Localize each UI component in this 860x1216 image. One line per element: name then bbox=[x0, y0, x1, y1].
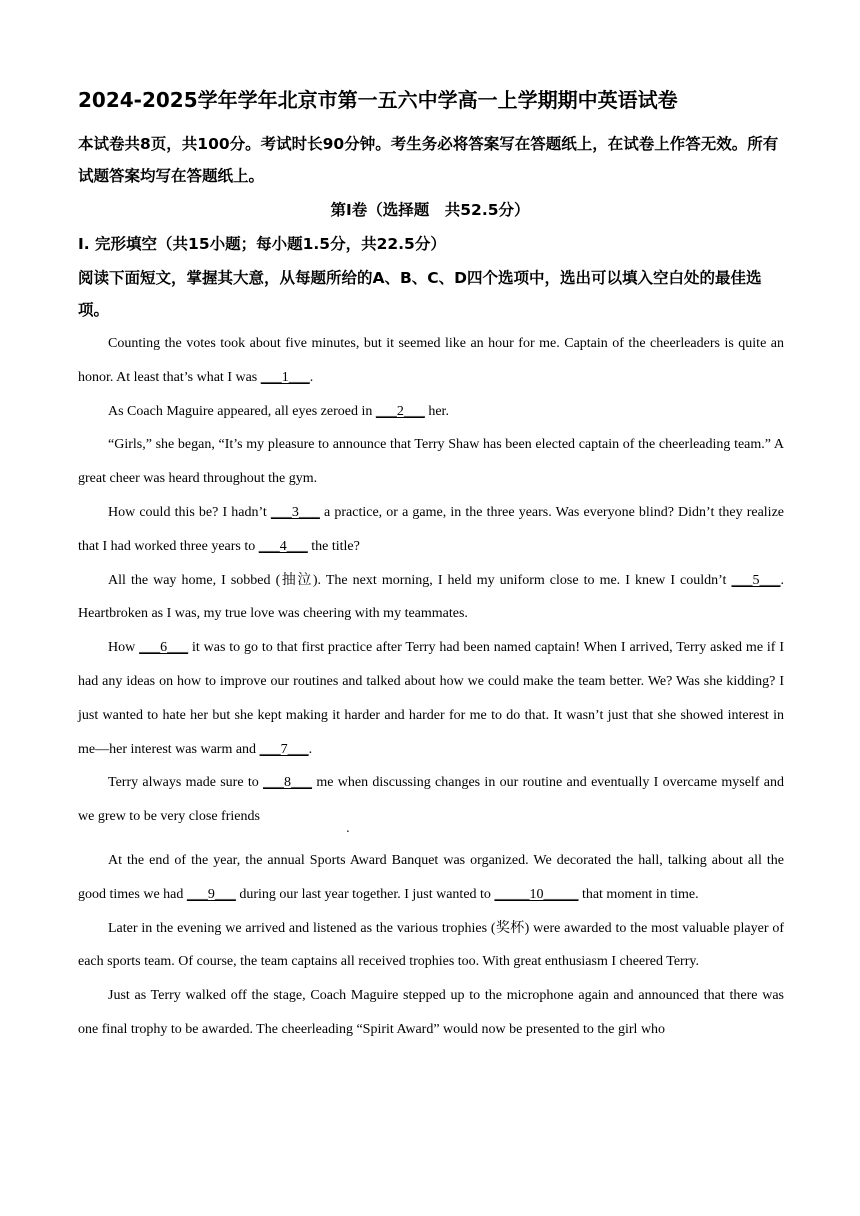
passage-paragraph bbox=[78, 564, 784, 632]
paragraph-text: All the way home, I sobbed (抽泣). The next morning, I held my uniform close to me. I knew I couldn’t bbox=[108, 572, 732, 588]
stray-dot: . bbox=[346, 821, 350, 835]
paragraph-text: during our last year together. I just wanted to bbox=[235, 886, 495, 902]
paragraph-text: At the end of the year, the annual Sports Award Banquet was organized. We decorated the hall, talking about all the good times we had bbox=[78, 852, 784, 902]
paragraph-text: Terry always made sure to bbox=[108, 775, 264, 791]
passage-paragraph bbox=[78, 844, 784, 912]
passage-paragraph: “Girls,” she began, “It’s my pleasure to announce that Terry Shaw has been elected captain of the cheerleading team.” A great cheer was heard throughout the gym. bbox=[78, 437, 784, 487]
paragraph-text: it was to go to that first practice after Terry had been named captain! When I arrived, Terry asked me if I had any ideas on how to improve our routines and talked about how we could make the team better. We? Was she kidding? I just wanted to hate her but she kept making it harder and harder for me to do that. It wasn’t just that she showed interest in me—her interest was warm and bbox=[78, 640, 784, 757]
passage-paragraph bbox=[78, 327, 784, 395]
paragraph-text: How could this be? I hadn’t bbox=[108, 504, 271, 520]
paragraph-text: . bbox=[309, 369, 314, 385]
paragraph-text: that moment in time. bbox=[578, 886, 699, 902]
blank-3: ___3___ bbox=[270, 504, 320, 520]
blank-4: ___4___ bbox=[258, 538, 308, 554]
paragraph-text: Counting the votes took about five minutes, but it seemed like an hour for me. Captain of the cheerleaders is quite an honor. At least that’s what I was bbox=[78, 336, 784, 385]
passage-paragraph bbox=[78, 496, 784, 564]
paragraph-text: As Coach Maguire appeared, all eyes zeroed in bbox=[108, 403, 376, 419]
passage-paragraph: Just as Terry walked off the stage, Coach Maguire stepped up to the microphone again and announced that there was one final trophy to be awarded. The cheerleading “Spirit Award” would now be presented to the girl who bbox=[78, 988, 784, 1037]
blank-2: ___2___ bbox=[375, 403, 425, 419]
paragraph-text: the title? bbox=[307, 538, 360, 554]
paragraph-text: me when discussing changes in our routine and eventually I overcame myself and we grew to be very close friends bbox=[78, 775, 784, 825]
blank-5: ___5___ bbox=[731, 572, 781, 588]
paragraph-text: a practice, or a game, in the three years. Was everyone blind? Didn’t they realize that I had worked three years to bbox=[78, 504, 784, 554]
blank-7: ___7___ bbox=[259, 741, 309, 757]
paragraph-text: her. bbox=[424, 403, 449, 419]
passage-paragraph: Later in the evening we arrived and listened as the various trophies (奖杯) were awarded to the most valuable player of each sports team. Of course, the team captains all received trophies too. With great enthusiasm I cheered Terry. bbox=[78, 920, 784, 970]
section-heading: 第Ⅰ卷（选择题 共52.5分） bbox=[330, 201, 530, 219]
document-title: 2024-2025学年学年北京市第一五六中学高一上学期期中英语试卷 bbox=[78, 88, 678, 112]
blank-6: ___6___ bbox=[139, 640, 189, 656]
blank-8: ___8___ bbox=[263, 775, 313, 791]
blank-9: ___9___ bbox=[186, 886, 236, 902]
passage-paragraph bbox=[78, 631, 784, 766]
paragraph-text: How bbox=[108, 640, 140, 656]
paragraph-text: . bbox=[308, 741, 313, 757]
passage-paragraph bbox=[78, 395, 784, 429]
part-heading: Ⅰ. 完形填空（共15小题；每小题1.5分，共22.5分） bbox=[78, 235, 446, 253]
blank-10: _____10_____ bbox=[494, 886, 579, 902]
blank-1: ___1___ bbox=[260, 369, 310, 385]
exam-intro: 本试卷共8页，共100分。考试时长90分钟。考生务必将答案写在答题纸上，在试卷上作答无效。所有试题答案均写在答题纸上。 bbox=[78, 135, 779, 185]
paragraph-text: . Heartbroken as I was, my true love was cheering with my teammates. bbox=[78, 572, 784, 622]
cloze-passage bbox=[78, 327, 784, 1047]
passage-paragraph bbox=[78, 766, 784, 834]
part-instructions: 阅读下面短文，掌握其大意，从每题所给的A、B、C、D四个选项中，选出可以填入空白处的最佳选项。 bbox=[78, 269, 762, 319]
